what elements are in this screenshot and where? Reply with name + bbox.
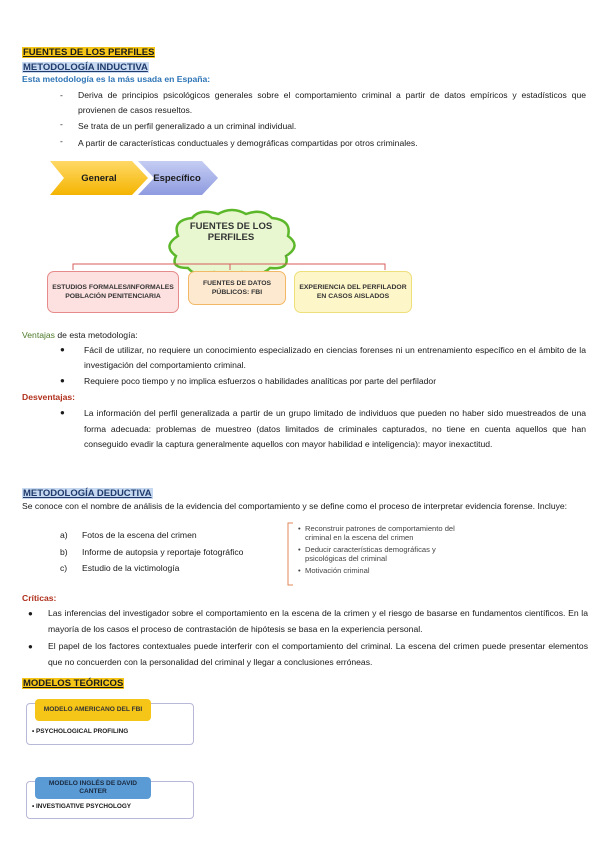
bracket xyxy=(286,522,294,586)
lettered-list xyxy=(60,528,280,576)
dash-item: - A partir de características conductuales y demográficas compartidas por otros criminales. xyxy=(60,135,418,148)
list-item: a) Fotos de la escena del crimen xyxy=(60,530,197,540)
criticas-heading: Críticas: xyxy=(22,593,57,603)
source-estudios: ESTUDIOS FORMALES/INFORMALES POBLACIÓN PENITENCIARIA xyxy=(47,271,179,313)
desventajas-heading: Desventajas: xyxy=(22,392,76,402)
list-item: • Motivación criminal xyxy=(298,566,370,575)
especifico-label: Específico xyxy=(153,172,201,184)
criticas-list xyxy=(28,606,588,670)
cloud-label: FUENTES DE LOS PERFILES xyxy=(189,221,273,243)
list-item: • Deducir características demográficas y psicológicas del criminal xyxy=(298,545,436,563)
subtitle-deductiva: METODOLOGÍA DEDUCTIVA xyxy=(23,488,152,499)
desventajas-list xyxy=(60,406,586,453)
subtitle-inductiva: METODOLOGÍA INDUCTIVA xyxy=(23,62,148,73)
dash-item: - Se trata de un perfil generalizado a un criminal individual. xyxy=(60,119,297,131)
general-label: General xyxy=(81,172,117,184)
section-title-fuentes: FUENTES DE LOS PERFILES xyxy=(23,47,155,58)
list-item: ● La información del perfil generalizada a partir de un grupo limitado de individuos que pueden no haber sido muestreados de una forma adecuada: problemas de muestreo (datos limitados de criminales capturados, no tiene en cuenta aquellos que han conseguido evadir la captura generalmente aquellos con mayor habilidad e inteligencia): mayor inexactitud. xyxy=(60,408,586,449)
model-item-canter: • INVESTIGATIVE PSYCHOLOGY xyxy=(32,803,132,810)
side-list xyxy=(298,524,478,575)
section-title-modelos: MODELOS TEÓRICOS xyxy=(23,678,124,689)
ventajas-heading: Ventajas de esta metodología: xyxy=(22,330,138,340)
list-item: ● Las inferencias del investigador sobre el comportamiento en la escena de la crimen y el riesgo de basarse en fundamentos científicos. En la mayoría de los casos el proceso de contrastación de hipótesis se basa en la experiencia personal. xyxy=(28,608,588,634)
model-head-fbi: MODELO AMERICANO DEL FBI xyxy=(35,699,151,721)
source-fbi: FUENTES DE DATOS PÚBLICOS: FBI xyxy=(188,271,286,305)
list-item: c) Estudio de la victimología xyxy=(60,563,180,573)
dash-item: - Deriva de principios psicológicos generales sobre el comportamiento criminal a partir de datos empíricos y estadísticos que provienen de casos resueltos. xyxy=(60,90,586,115)
deductiva-intro: Se conoce con el nombre de análisis de la evidencia del comportamiento y se define como el proceso de interpretar evidencia forense. Incluye: xyxy=(22,501,568,511)
source-experiencia: EXPERIENCIA DEL PERFILADOR EN CASOS AISLADOS xyxy=(294,271,412,313)
ventajas-list xyxy=(60,343,586,389)
svg-text:-: - xyxy=(285,253,288,260)
dash-list xyxy=(60,88,586,150)
cloud-shape xyxy=(169,210,294,276)
list-item: ● Requiere poco tiempo y no implica esfuerzos o habilidades analíticas por parte del perfilador xyxy=(60,376,437,386)
list-item: ● Fácil de utilizar, no requiere un conocimiento especializado en ciencias forenses ni un entrenamiento específico en el ámbito de la investigación del comportamiento criminal. xyxy=(60,345,586,370)
list-item: b) Informe de autopsia y reportaje fotográfico xyxy=(60,546,244,557)
model-item-fbi: • PSYCHOLOGICAL PROFILING xyxy=(32,728,129,735)
list-item: • Reconstruir patrones de comportamiento del criminal en la escena del crimen xyxy=(298,524,455,542)
model-head-canter: MODELO INGLÉS DE DAVID CANTER xyxy=(35,777,151,799)
lead-text: Esta metodología es la más usada en España: xyxy=(22,74,211,84)
list-item: ● El papel de los factores contextuales puede interferir con el comportamiento del criminal. La escena del crimen puede presentar elementos que no concuerden con la personalidad del criminal y llegar a conclusiones erróneas. xyxy=(28,641,588,667)
